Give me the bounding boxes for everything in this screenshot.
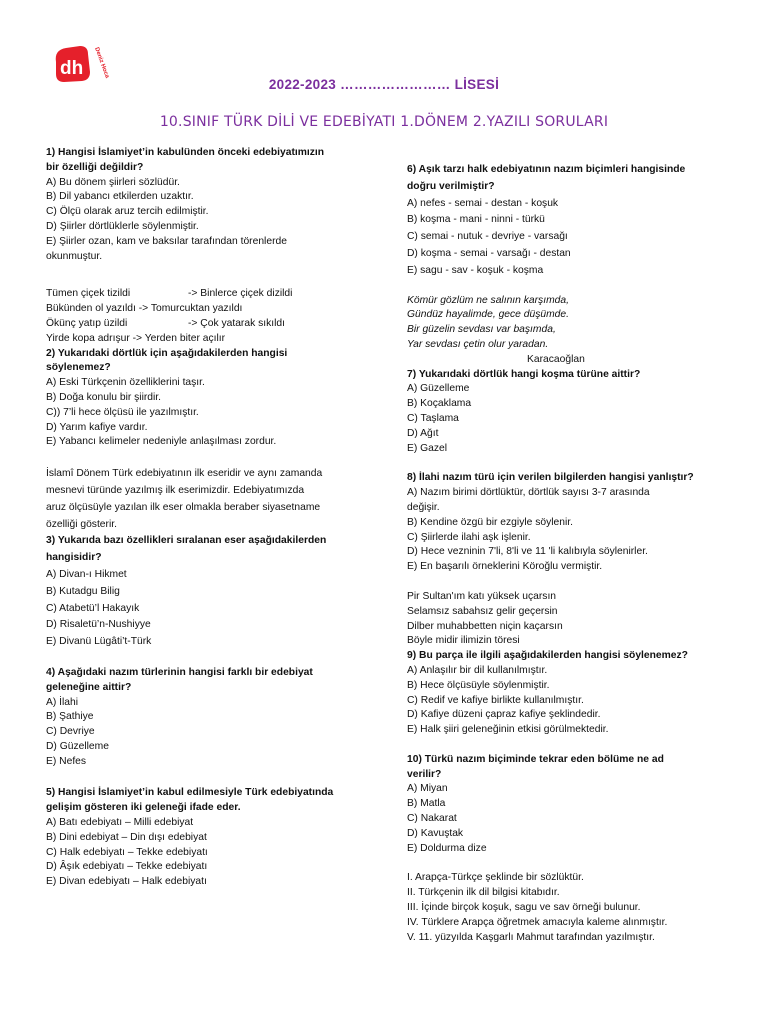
option: D) Yarım kafiye vardır.	[46, 421, 148, 433]
option: D) Kavuştak	[407, 827, 464, 839]
statement: V. 11. yüzyılda Kaşgarlı Mahmut tarafından yazılmıştır.	[407, 931, 655, 943]
option: B) koşma - mani - ninni - türkü	[407, 214, 545, 226]
poem-7	[407, 294, 737, 353]
option: D) Âşık edebiyatı – Tekke edebiyatı	[46, 861, 208, 873]
exam-title: 10.SINIF TÜRK DİLİ VE EDEBİYATI 1.DÖNEM 2.YAZILI SORULARI	[159, 114, 609, 130]
option: D) Risaletü’n-Nushiyye	[46, 619, 151, 631]
option: D) Ağıt	[407, 427, 439, 439]
question-5-line-1: 5) Hangisi İslamiyet’in kabul edilmesiyle Türk edebiyatında	[46, 787, 334, 799]
option: D) Şiirler dörtlüklerle söylenmiştir.	[46, 220, 199, 232]
option: C) Halk edebiyatı – Tekke edebiyatı	[46, 846, 208, 858]
option: E) En başarılı örneklerini Köroğlu vermiştir.	[407, 561, 603, 573]
poem-9	[407, 590, 737, 649]
option: B) Koçaklama	[407, 398, 472, 410]
question-7	[407, 368, 737, 457]
question-7-line-1: 7) Yukarıdaki dörtlük hangi koşma türüne aittir?	[407, 368, 641, 380]
option: C)) 7’li hece ölçüsü ile yazılmıştır.	[46, 406, 199, 418]
statement-list-11	[407, 871, 737, 945]
option: A) nefes - semai - destan - koşuk	[407, 197, 559, 209]
option: B) Hece ölçüsüyle söylenmiştir.	[407, 679, 550, 691]
passage-line: özelliği gösterir.	[46, 518, 117, 530]
option: E) sagu - sav - koşuk - koşma	[407, 264, 544, 276]
option: E) Şiirler ozan, kam ve baksılar tarafından törenlerde	[46, 235, 287, 247]
poem-line: Gündüz hayalimde, gece düşümde.	[407, 309, 569, 321]
option: değişir.	[407, 501, 440, 513]
option: C) Redif ve kafiye birlikte kullanılmıştır.	[407, 694, 584, 706]
question-9	[407, 649, 737, 738]
question-4-line-1: 4) Aşağıdaki nazım türlerinin hangisi farklı bir edebiyat	[46, 666, 313, 678]
poem-1	[46, 287, 376, 346]
question-4	[46, 666, 376, 770]
passage-line: aruz ölçüsüyle yazılan ilk eser olmakla beraber siyasetname	[46, 501, 321, 513]
option: A) Miyan	[407, 783, 448, 795]
option: D) koşma - semai - varsağı - destan	[407, 247, 571, 259]
question-1-line-1: 1) Hangisi İslamiyet’in kabulünden önceki edebiyatımızın	[46, 147, 325, 158]
option: A) Batı edebiyatı – Milli edebiyat	[46, 817, 194, 829]
option: B) Kutadgu Bilig	[46, 585, 120, 597]
right-column	[407, 162, 737, 945]
option: E) Divan edebiyatı – Halk edebiyatı	[46, 876, 207, 888]
logo-side-text: Deniz Hoca	[93, 46, 110, 80]
option: B) Dini edebiyat – Din dışı edebiyat	[46, 831, 207, 843]
question-6	[407, 162, 737, 280]
poem-translation: -> Çok yatarak sıkıldı	[188, 317, 285, 329]
question-8-line-1: 8) İlahi nazım türü için verilen bilgilerden hangisi yanlıştır?	[407, 472, 694, 484]
question-2	[46, 347, 376, 451]
question-10-line-2: verilir?	[407, 768, 442, 780]
statement: III. İçinde birçok koşuk, sagu ve sav örneği bulunur.	[407, 902, 641, 914]
question-3-line-1: 3) Yukarıda bazı özellikleri sıralanan eser aşağıdakilerden	[46, 535, 327, 547]
option: E) Nefes	[46, 755, 87, 767]
option: B) Kendine özgü bir ezgiyle söylenir.	[407, 516, 573, 528]
poem-line: Selamsız sabahsız gelir geçersin	[407, 605, 558, 617]
poem-line: Pir Sultan'ım katı yüksek uçarsın	[407, 590, 557, 602]
poem-line: Yirde kopa adrışur -> Yerden biter açılır	[46, 332, 226, 344]
option: D) Güzelleme	[46, 740, 109, 752]
option: A) Divan-ı Hikmet	[46, 568, 127, 580]
option: okunmuştur.	[46, 250, 103, 262]
option: C) Ölçü olarak aruz tercih edilmiştir.	[46, 206, 209, 218]
question-5	[46, 786, 376, 890]
question-2-line-1: 2) Yukarıdaki dörtlük için aşağıdakilerden hangisi	[46, 347, 288, 359]
option: B) Doğa konulu bir şiirdir.	[46, 391, 162, 403]
option: A) Eski Türkçenin özelliklerini taşır.	[46, 377, 205, 389]
question-3	[46, 533, 376, 651]
poem-line: Bir güzelin sevdası var başımda,	[407, 324, 556, 336]
statement: I. Arapça-Türkçe şeklinde bir sözlüktür.	[407, 872, 584, 884]
statement: IV. Türklere Arapça öğretmek amacıyla kaleme alınmıştır.	[407, 916, 668, 928]
option: D) Kafiye düzeni çapraz kafiye şeklindedir.	[407, 709, 601, 721]
question-2-line-2: söylenemez?	[46, 362, 111, 374]
option: C) Devriye	[46, 726, 95, 738]
question-1-line-2: bir özelliği değildir?	[46, 161, 144, 173]
option: A) Bu dönem şiirleri sözlüdür.	[46, 176, 180, 188]
question-3-line-2: hangisidir?	[46, 552, 102, 564]
option: B) Matla	[407, 798, 446, 810]
option: C) Şiirlerde ilahi aşk işlenir.	[407, 531, 531, 543]
school-year-title: 2022-2023 …………………… LİSESİ	[268, 77, 500, 92]
poem-line: Böyle midir ilimizin töresi	[407, 635, 520, 647]
question-6-line-2: doğru verilmiştir?	[407, 180, 495, 192]
option: C) Nakarat	[407, 813, 457, 825]
passage-3	[46, 466, 376, 533]
question-1	[46, 146, 376, 264]
option: A) Anlaşılır bir dil kullanılmıştır.	[407, 664, 548, 676]
question-4-line-2: geleneğine aittir?	[46, 681, 132, 693]
poem-line: Ökünç yatıp üzildi	[46, 317, 128, 329]
option: B) Şathiye	[46, 711, 94, 723]
passage-line: mesnevi türünde yazılmış ilk eserimizdir. Edebiyatımızda	[46, 484, 305, 496]
option: C) semai - nutuk - devriye - varsağı	[407, 231, 568, 243]
option: A) İlahi	[46, 696, 79, 708]
option: D) Hece vezninin 7'li, 8'li ve 11 'li kalıbıyla söylenirler.	[407, 546, 648, 558]
poem-translation: -> Binlerce çiçek dizildi	[188, 288, 293, 300]
question-10-line-1: 10) Türkü nazım biçiminde tekrar eden bölüme ne ad	[407, 753, 664, 765]
option: E) Divanü Lügâti’t-Türk	[46, 636, 152, 648]
option: B) Dil yabancı etkilerden uzaktır.	[46, 191, 194, 203]
option: A) Güzelleme	[407, 383, 470, 395]
question-8	[407, 471, 737, 575]
question-10	[407, 753, 737, 857]
option: C) Taşlama	[407, 412, 459, 424]
poem-line: Dilber muhabbetten niçin kaçarsın	[407, 620, 563, 632]
poem-line: Tümen çiçek tizildi	[46, 288, 131, 300]
poem-line: Kömür gözlüm ne salının karşımda,	[407, 294, 569, 306]
question-5-line-2: gelişim gösteren iki geleneği ifade eder.	[46, 802, 241, 814]
option: E) Doldurma dize	[407, 842, 487, 854]
statement: II. Türkçenin ilk dil bilgisi kitabıdır.	[407, 887, 560, 899]
option: E) Yabancı kelimeler nedeniyle anlaşılması zordur.	[46, 436, 277, 448]
passage-line: İslamî Dönem Türk edebiyatının ilk eseridir ve aynı zamanda	[46, 468, 323, 480]
question-6-line-1: 6) Aşık tarzı halk edebiyatının nazım biçimleri hangisinde	[407, 164, 686, 175]
left-column	[46, 146, 376, 890]
question-9-line-1: 9) Bu parça ile ilgili aşağıdakilerden hangisi söylenemez?	[407, 650, 688, 662]
poem-line: Yar sevdası çetin olur yaradan.	[407, 338, 549, 350]
poem-7-author: Karacaoğlan	[527, 353, 585, 365]
option: E) Halk şiiri geleneğinin etkisi görülmektedir.	[407, 724, 609, 736]
option: E) Gazel	[407, 442, 448, 454]
logo-text: dh	[60, 58, 84, 79]
poem-line: Bükünden ol yazıldı -> Tomurcuktan yazıldı	[46, 303, 243, 315]
option: A) Nazım birimi dörtlüktür, dörtlük sayısı 3-7 arasında	[407, 487, 650, 499]
option: C) Atabetü’l Hakayık	[46, 602, 140, 614]
